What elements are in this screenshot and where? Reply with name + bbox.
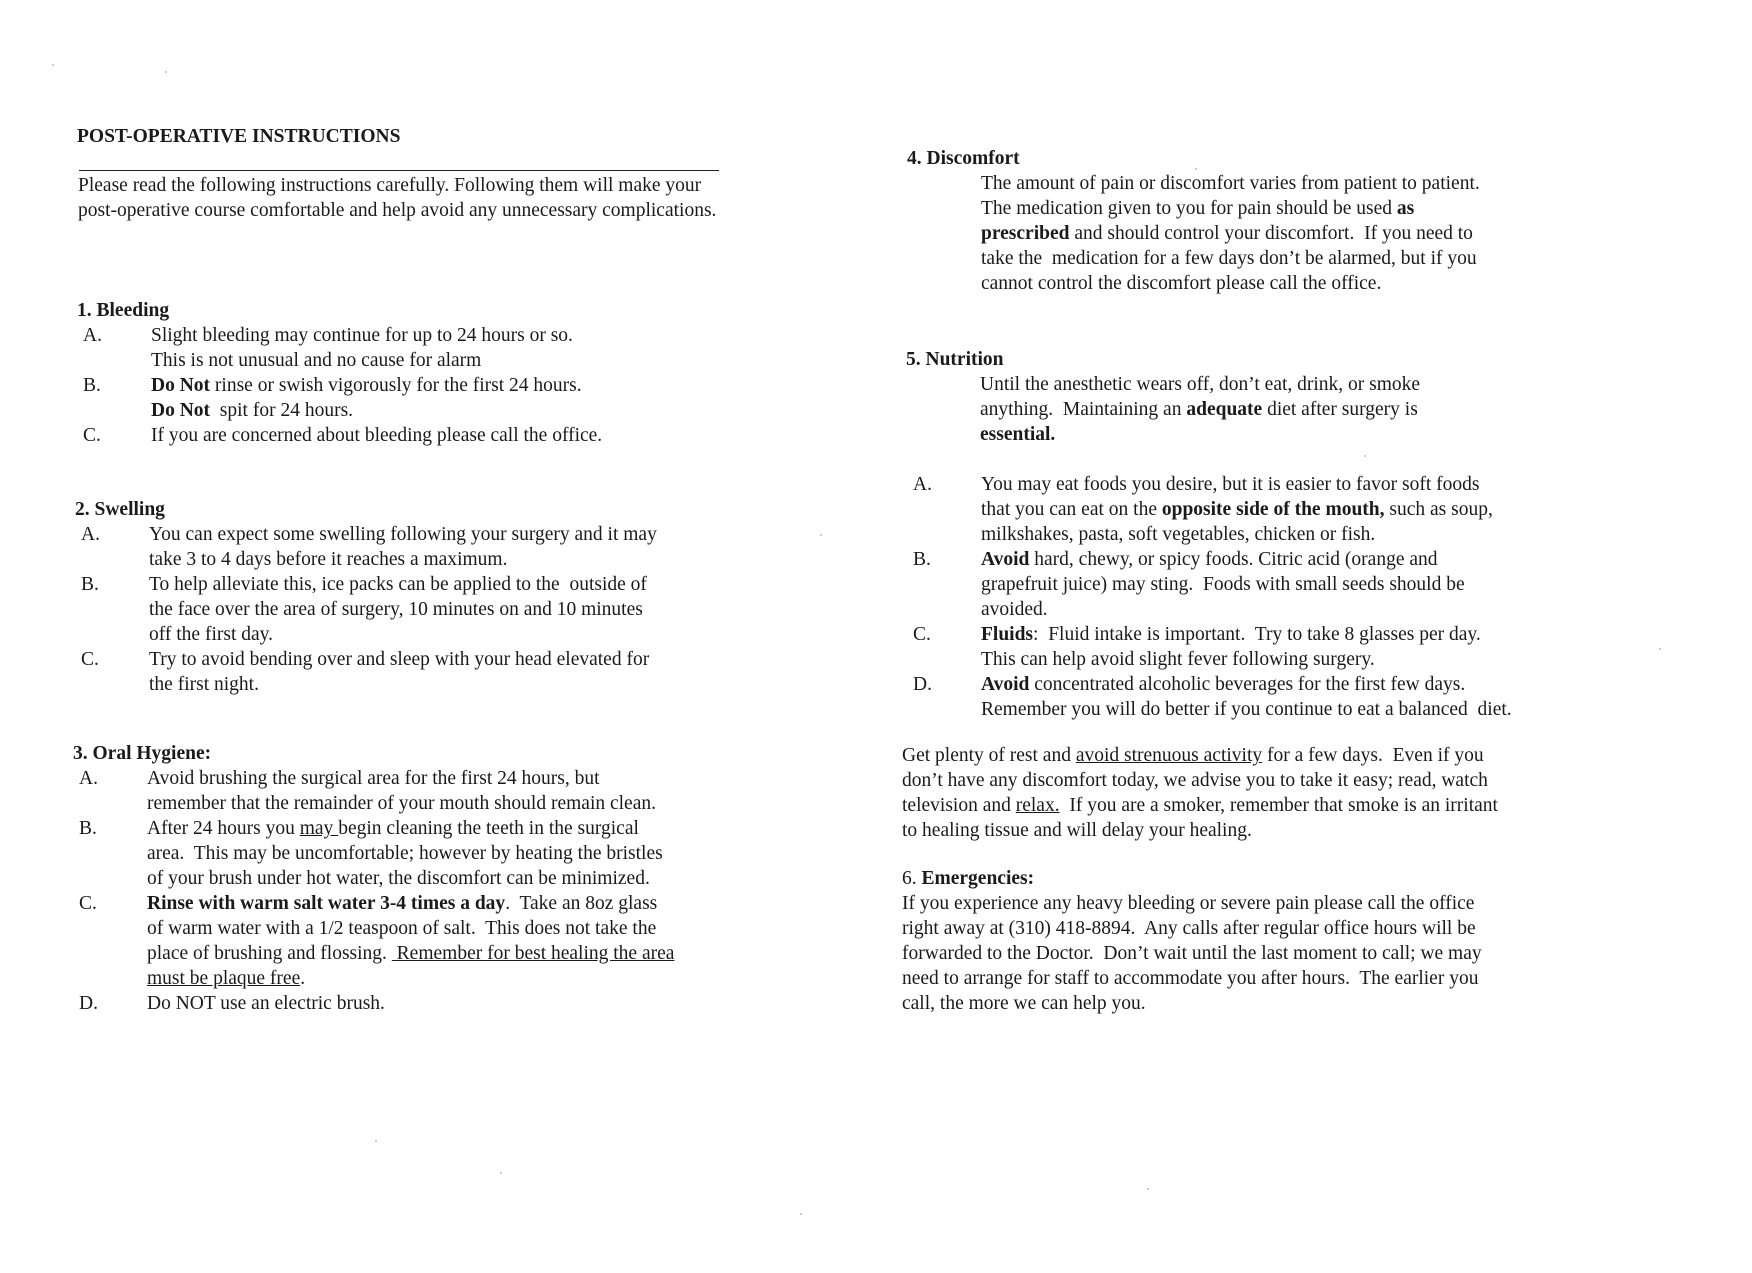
text-run: You may eat foods you desire, but it is easier to favor soft foods [981,474,1480,495]
section-bleeding [77,298,737,448]
text-run: Until the anesthetic wears off, don’t eat, drink, or smoke [980,374,1421,395]
item-letter: D. [79,993,98,1014]
text-line [981,271,1567,296]
item-letter: A. [79,768,98,789]
section-title: Emergencies: [921,868,1035,889]
text-run: . [300,968,306,989]
text-run: need to arrange for staff to accommodate you after hours. The earlier you [902,968,1479,989]
text-line [981,547,1587,572]
section-title: Swelling [94,499,165,520]
text-line [981,196,1567,221]
text-line [902,818,1592,843]
text-line [902,793,1592,818]
text-run: Avoid brushing the surgical area for the first 24 hours, but [147,768,600,789]
section-heading [906,347,1576,372]
nutrition-list [907,472,1587,722]
text-line [147,991,753,1016]
text-run: This can help avoid slight fever following surgery. [981,649,1375,670]
scan-speck [1364,455,1366,457]
text-run: to healing tissue and will delay your healing. [902,820,1252,841]
bold-text: Avoid [981,549,1030,570]
scan-speck [165,71,167,73]
text-line [147,841,753,866]
emergencies-body [902,891,1592,1016]
text-line [147,941,753,966]
text-line [902,916,1592,941]
text-line [147,866,753,891]
list-item [73,991,753,1016]
nutrition-items [907,472,1587,722]
section-heading [907,146,1567,171]
text-run: forwarded to the Doctor. Don’t wait until the last moment to call; we may [902,943,1482,964]
text-run: that you can eat on the [981,499,1162,520]
text-line [981,221,1567,246]
bold-text: Fluids [981,624,1034,645]
item-letter: C. [83,425,101,446]
text-line [149,572,735,597]
list-item [77,373,737,423]
bold-text: Avoid [981,674,1030,695]
text-run: the face over the area of surgery, 10 minutes on and 10 minutes [149,599,643,620]
text-run: take the medication for a few days don’t be alarmed, but if you [981,248,1477,269]
underlined-text: relax. [1015,795,1060,816]
text-run: hard, chewy, or spicy foods. Citric acid (orange and [1029,549,1438,570]
text-run: If you are concerned about bleeding please call the office. [151,425,603,446]
text-line [981,171,1567,196]
text-line [902,991,1592,1016]
scan-speck [1659,648,1661,650]
text-run: concentrated alcoholic beverages for the first few days. [1029,674,1466,695]
bold-text: as [1396,198,1415,219]
item-letter: B. [79,818,97,839]
section-title: Discomfort [926,148,1020,169]
item-letter: A. [913,474,932,495]
section-heading [902,866,1592,891]
section-number: 1. [77,300,92,321]
text-line [902,941,1592,966]
text-line [980,372,1576,397]
list-item [73,891,753,991]
list-item [73,766,753,816]
text-line [149,522,735,547]
section-number: 5. [906,349,921,370]
list-item [907,622,1587,672]
section-number: 2. [75,499,90,520]
text-run: grapefruit juice) may sting. Foods with small seeds should be [981,574,1465,595]
scan-speck [820,534,822,536]
scan-speck [1195,168,1197,170]
text-run: of warm water with a 1/2 teaspoon of salt. This does not take the [147,918,657,939]
scan-speck [1147,1188,1149,1190]
section-heading [73,741,753,766]
text-run: don’t have any discomfort today, we advise you to take it easy; read, watch [902,770,1488,791]
text-run: such as soup, [1384,499,1493,520]
text-run: take 3 to 4 days before it reaches a maximum. [149,549,508,570]
text-line [981,622,1587,647]
text-run: of your brush under hot water, the discomfort can be minimized. [147,868,650,889]
section-swelling [75,497,735,697]
section-number: 4. [907,148,922,169]
item-letter: D. [913,674,932,695]
item-letter: C. [81,649,99,670]
text-run: television and [902,795,1016,816]
section-emergencies [902,866,1592,1016]
section-heading [77,298,737,323]
text-line [981,246,1567,271]
scan-speck [800,1213,802,1215]
item-letter: B. [913,549,931,570]
oral-hygiene-list [73,766,753,1016]
list-item [907,547,1587,622]
list-item [73,816,753,891]
title-divider [79,170,719,171]
bold-text: prescribed [981,223,1070,244]
bold-text: adequate [1186,399,1263,420]
text-line [980,397,1576,422]
text-line [902,743,1592,768]
text-line [981,697,1587,722]
text-line [147,766,753,791]
section-number: 6. [902,868,917,889]
text-line [147,891,753,916]
item-letter: A. [81,524,100,545]
bold-text: opposite side of the mouth, [1161,499,1385,520]
text-line [151,323,737,348]
text-line [981,522,1587,547]
text-line [149,672,735,697]
text-run: If you experience any heavy bleeding or severe pain please call the office [902,893,1475,914]
bold-text: Do Not [151,400,211,421]
text-run: place of brushing and flossing. [147,943,392,964]
text-line [151,348,737,373]
text-run: This is not unusual and no cause for alarm [151,350,482,371]
text-run: Slight bleeding may continue for up to 24 hours or so. [151,325,573,346]
list-item [907,472,1587,547]
text-run: area. This may be uncomfortable; however by heating the bristles [147,843,663,864]
text-run: : Fluid intake is important. Try to take 8 glasses per day. [1033,624,1481,645]
list-item [77,323,737,373]
underlined-text: must be plaque free [147,968,301,989]
list-item [77,423,737,448]
text-line [149,597,735,622]
text-line [981,597,1587,622]
bold-text: Do Not [151,375,211,396]
text-line [147,916,753,941]
text-run: You can expect some swelling following your surgery and it may [149,524,657,545]
text-run: The medication given to you for pain should be used [981,198,1397,219]
intro-paragraph: Please read the following instructions carefully. Following them will make your post-operative course comfortable and help avoid any unnecessary complications. [78,175,717,221]
scan-speck [375,1140,377,1142]
text-run: cannot control the discomfort please call the office. [981,273,1382,294]
section-title: Bleeding [96,300,170,321]
text-line [151,373,737,398]
list-item [75,522,735,572]
text-line [981,472,1587,497]
item-letter: A. [83,325,102,346]
text-run: If you are a smoker, remember that smoke is an irritant [1059,795,1498,816]
scan-speck [52,64,54,66]
section-title: Oral Hygiene: [92,743,212,764]
text-line [147,791,753,816]
text-run: Do NOT use an electric brush. [147,993,385,1014]
text-line [981,647,1587,672]
discomfort-body [907,171,1567,296]
text-run: call, the more we can help you. [902,993,1146,1014]
text-line [902,966,1592,991]
text-run: . Take an 8oz glass [505,893,658,914]
text-run: milkshakes, pasta, soft vegetables, chicken or fish. [981,524,1376,545]
text-run: Remember you will do better if you continue to eat a balanced diet. [981,699,1512,720]
text-run: anything. Maintaining an [980,399,1187,420]
text-run: and should control your discomfort. If you need to [1069,223,1473,244]
item-letter: B. [83,375,101,396]
text-line [151,423,737,448]
text-run: diet after surgery is [1262,399,1418,420]
text-line [981,572,1587,597]
section-oral-hygiene [73,741,753,1016]
text-run: avoided. [981,599,1048,620]
page-title: POST-OPERATIVE INSTRUCTIONS [77,126,401,147]
text-line [981,497,1587,522]
item-letter: B. [81,574,99,595]
list-item [907,672,1587,722]
section-heading [75,497,735,522]
text-line [980,422,1576,447]
text-run: off the first day. [149,624,274,645]
bleeding-list [77,323,737,448]
section-discomfort [907,146,1567,296]
underlined-text: may [299,818,339,839]
text-run: begin cleaning the teeth in the surgical [338,818,639,839]
text-run: The amount of pain or discomfort varies from patient to patient. [981,173,1480,194]
section-title: Nutrition [925,349,1004,370]
text-run: remember that the remainder of your mouth should remain clean. [147,793,656,814]
list-item [75,572,735,647]
text-line [149,622,735,647]
text-line [147,816,753,841]
list-item [75,647,735,697]
text-run: spit for 24 hours. [210,400,354,421]
item-letter: C. [79,893,97,914]
text-line [149,547,735,572]
bold-text: essential. [980,424,1056,445]
text-run: right away at (310) 418-8894. Any calls after regular office hours will be [902,918,1476,939]
text-line [149,647,735,672]
swelling-list [75,522,735,697]
text-line [151,398,737,423]
text-line [981,672,1587,697]
section-number: 3. [73,743,88,764]
text-run: rinse or swish vigorously for the first 24 hours. [210,375,582,396]
section-nutrition [906,347,1576,447]
text-line [147,966,753,991]
text-line [902,891,1592,916]
text-run: for a few days. Even if you [1262,745,1484,766]
rest-paragraph [902,743,1592,843]
text-run: Get plenty of rest and [902,745,1076,766]
scan-speck [500,1172,502,1174]
bold-text: Rinse with warm salt water 3-4 times a day [147,893,506,914]
text-run: To help alleviate this, ice packs can be applied to the outside of [149,574,647,595]
text-run: Try to avoid bending over and sleep with your head elevated for [149,649,650,670]
text-run: the first night. [149,674,259,695]
item-letter: C. [913,624,931,645]
underlined-text: Remember for best healing the area [391,943,675,964]
text-run: After 24 hours you [147,818,300,839]
text-line [902,768,1592,793]
underlined-text: avoid strenuous activity [1075,745,1263,766]
nutrition-intro [906,372,1576,447]
